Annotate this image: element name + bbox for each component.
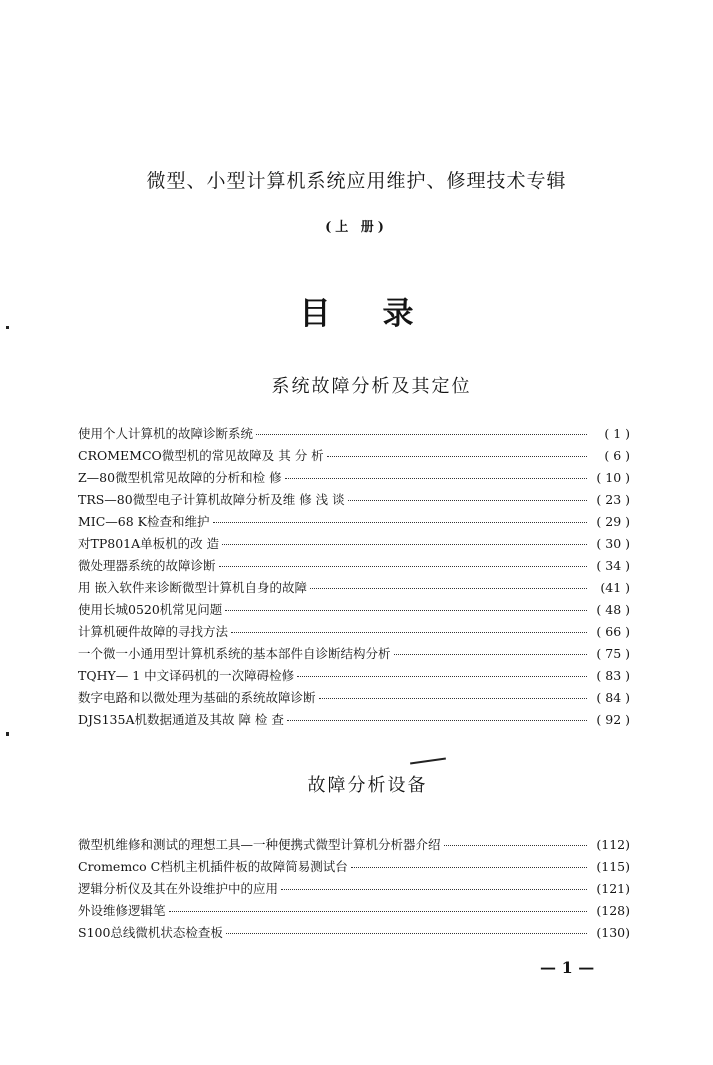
toc-entry-title: 数字电路和以微处理为基础的系统故障诊断 <box>78 690 316 705</box>
volume-label: (上 册) <box>325 220 388 235</box>
toc-entry <box>78 901 630 923</box>
toc-entry <box>78 600 630 622</box>
dot-leader <box>225 610 587 611</box>
dot-leader <box>213 522 587 523</box>
toc-entry-title: 微型机维修和测试的理想工具—一种便携式微型计算机分析器介绍 <box>78 837 441 852</box>
toc-entry <box>78 710 630 732</box>
toc-entry-page: ( 48 ) <box>596 602 630 617</box>
toc-entry-title: TRS—80微型电子计算机故障分析及维 修 浅 谈 <box>78 492 345 507</box>
toc-entry-title: 计算机硬件故障的寻找方法 <box>78 624 229 639</box>
dot-leader <box>169 911 587 912</box>
dot-leader <box>297 676 587 677</box>
toc-entry-title: MIC—68 K检查和维护 <box>78 514 210 529</box>
toc-entry-page: (115) <box>596 859 630 874</box>
section-title-fault-analysis: 系统故障分析及其定位 <box>271 376 472 397</box>
dot-leader <box>281 889 587 890</box>
dot-leader <box>285 478 587 479</box>
scan-mark <box>410 758 446 765</box>
page-number: — 1 — <box>540 958 595 977</box>
toc-entry <box>78 556 630 578</box>
toc-entry-page: ( 10 ) <box>596 470 630 485</box>
toc-entry <box>78 534 630 556</box>
toc-entry <box>78 879 630 901</box>
toc-entry <box>78 578 630 600</box>
toc-entry-page: (112) <box>596 837 630 852</box>
dot-leader <box>327 456 587 457</box>
dot-leader <box>394 654 587 655</box>
dot-leader <box>310 588 587 589</box>
scan-mark <box>6 326 9 329</box>
dot-leader <box>351 867 587 868</box>
toc-entry-title: Cromemco C档机主机插件板的故障简易测试台 <box>78 859 348 874</box>
toc-entry-page: (128) <box>596 903 630 918</box>
toc-entry-page: ( 75 ) <box>596 646 630 661</box>
toc-entry-page: ( 83 ) <box>596 668 630 683</box>
toc-entry-page: ( 23 ) <box>596 492 630 507</box>
toc-entry <box>78 468 630 490</box>
toc-list-fault-analysis <box>78 424 630 732</box>
dot-leader <box>226 933 587 934</box>
dot-leader <box>256 434 587 435</box>
dot-leader <box>444 845 587 846</box>
toc-entry-page: ( 30 ) <box>596 536 630 551</box>
toc-heading-char: 录 <box>382 296 414 332</box>
toc-entry <box>78 512 630 534</box>
toc-entry <box>78 446 630 468</box>
toc-entry-title: Z—80微型机常见故障的分析和检 修 <box>78 470 282 485</box>
toc-entry <box>78 666 630 688</box>
toc-entry-page: (41 ) <box>600 580 630 595</box>
toc-entry-title: 一个微一小通用型计算机系统的基本部件自诊断结构分析 <box>78 646 391 661</box>
toc-entry-page: ( 84 ) <box>596 690 630 705</box>
toc-list-analysis-equipment <box>78 835 630 945</box>
toc-entry-page: ( 34 ) <box>596 558 630 573</box>
toc-entry-page: (130) <box>596 925 630 940</box>
toc-entry-page: ( 6 ) <box>604 448 630 463</box>
dot-leader <box>348 500 587 501</box>
section-title-analysis-equipment: 故障分析设备 <box>307 775 428 796</box>
dot-leader <box>287 720 587 721</box>
toc-entry-title: 对TP801A单板机的改 造 <box>78 536 220 551</box>
toc-entry-title: 使用长城0520机常见问题 <box>78 602 223 617</box>
toc-entry-title: 用 嵌入软件来诊断微型计算机自身的故障 <box>78 580 307 595</box>
dot-leader <box>231 632 587 633</box>
toc-entry <box>78 644 630 666</box>
toc-entry-page: (121) <box>596 881 630 896</box>
toc-entry <box>78 857 630 879</box>
toc-entry <box>78 622 630 644</box>
dot-leader <box>319 698 587 699</box>
toc-entry <box>78 688 630 710</box>
toc-heading <box>0 288 713 333</box>
toc-entry-title: TQHY— 1 中文译码机的一次障碍检修 <box>78 668 295 683</box>
dot-leader <box>222 544 587 545</box>
toc-entry <box>78 490 630 512</box>
toc-entry <box>78 424 630 446</box>
toc-entry-title: DJS135A机数据通道及其故 障 检 查 <box>78 712 284 727</box>
toc-entry-title: 外设维修逻辑笔 <box>78 903 166 918</box>
toc-entry-title: S100总线微机状态检查板 <box>78 925 223 940</box>
toc-entry-page: ( 29 ) <box>596 514 630 529</box>
toc-entry-title: 微处理器系统的故障诊断 <box>78 558 216 573</box>
toc-entry <box>78 835 630 857</box>
scan-mark <box>6 732 9 736</box>
dot-leader <box>219 566 587 567</box>
toc-entry-page: ( 66 ) <box>596 624 630 639</box>
toc-entry-page: ( 1 ) <box>604 426 630 441</box>
toc-entry-title: 使用个人计算机的故障诊断系统 <box>78 426 254 441</box>
toc-entry <box>78 923 630 945</box>
book-title: 微型、小型计算机系统应用维护、修理技术专辑 <box>146 170 567 192</box>
toc-heading-char: 目 <box>299 296 331 332</box>
toc-entry-title: CROMEMCO微型机的常见故障及 其 分 析 <box>78 448 324 463</box>
toc-entry-page: ( 92 ) <box>596 712 630 727</box>
toc-entry-title: 逻辑分析仪及其在外设维护中的应用 <box>78 881 279 896</box>
